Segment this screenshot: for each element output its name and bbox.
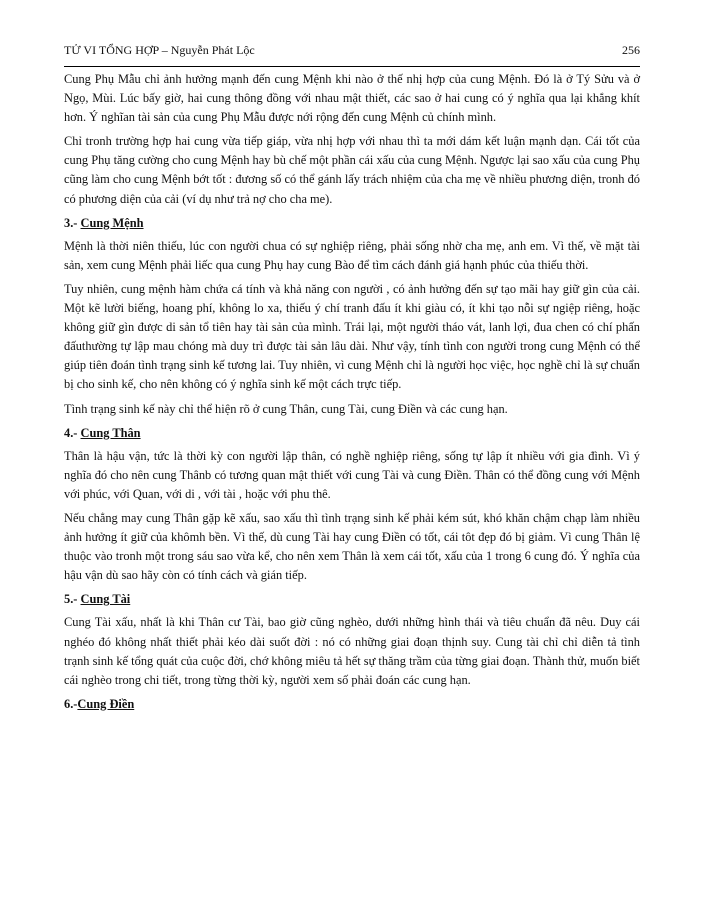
section-title: Cung Thân [80, 425, 141, 440]
section-number: 6.- [64, 696, 78, 711]
paragraph: Tình trạng sinh kế này chỉ thể hiện rõ ở cung Thân, cung Tài, cung Điền và các cung hạn. [64, 401, 508, 416]
section-title: Cung Mệnh [80, 215, 144, 230]
paragraph: Nếu chẳng may cung Thân gặp kẽ xấu, sao xấu thì tình trạng sinh kế phải kém sút, khó khăn chậm chạp làm nhiều ảnh hưởng ít giữ của khômh bền. Vì thế, dù cung Tài hay cung Điền có tốt, cái tôt đẹp đó bị giảm. Vì cung Thân lệ thuộc vào tronh một trong sáu sao vừa kể, cho nên xem Thân là xem cái tốt, xấu của 1 trong 6 cung đó. Ý nghĩa của hậu vận dù sao hãy còn có tính cách và gián tiếp. [64, 510, 640, 583]
page-header [64, 42, 640, 67]
paragraph: Tuy nhiên, cung mệnh hàm chứa cá tính và khả năng con người , có ảnh hưởng đến sự tạo mãi hay giữ gìn của cải. Một kẽ lười biếng, hoang phí, không lo xa, thiếu ý chí tranh đấu ít khi giàu có, ít khi tạo nỗi sự ngiệp riêng, hoặc không giữ gìn được di sản tổ tiên hay tài sản của mình. Trái lại, một người tháo vát, lanh lợi, đua chen có chí phấn đấuthường tự lập mau chóng mà duy trì được tài sản lâu dài. Như vậy, tính tình con người trong cung Mệnh có thể giúp tiên đoán tình trạng sinh kế tương lai. Tuy nhiên, vì cung Mệnh chỉ là người học việc, học nghề chỉ là sự chuẩn bị cho sinh kế, cho nên không có ý nghĩa sinh kế một cách trực tiếp. [64, 281, 640, 392]
paragraph: Cung Tài xấu, nhất là khi Thân cư Tài, bao giờ cũng nghèo, dưới những hình thái và tiêu chuẩn đã nêu. Duy cái nghéo đó không nhất thiết phải kéo dài suốt đời : nó có những giai đoạn thịnh suy. Cung tài chỉ chỉ diễn tả tình trạnh sinh kế tổng quát của cuộc đời, chớ không miêu tả hết sự thăng trầm của từng giai đoạn. Thành thử, muốn biết cái nghèo trong chi tiết, trong từng thời kỳ, người xem số phải đoán các cung hạn. [64, 615, 640, 687]
section-number: 4.- [64, 425, 81, 440]
paragraph: Mệnh là thời niên thiếu, lúc con người chua có sự nghiệp riêng, phải sống nhờ cha mẹ, anh em. Vì thế, về mặt tài sản, xem cung Mệnh phải liếc qua cung Phụ hay cung Bào để tìm cách đánh giá hạnh phúc của thiếu thời. [64, 238, 640, 272]
paragraph: Chỉ tronh trường hợp hai cung vừa tiếp giáp, vừa nhị hợp với nhau thì ta mới dám kết luận mạnh dạn. Cái tốt của cung Phụ tăng cường cho cung Mệnh hay bù chế một phần cái xấu của cung Mệnh. Ngược lại sao xấu của cung Phụ cũng làm cho cung Mệnh bớt tốt : đương số có thể gánh lấy trách nhiệm của cha mẹ về nhiều phương diện, tronh đó có phương diện của cải (ví dụ như trả nợ cho cha me). [64, 134, 640, 206]
section-number: 5.- [64, 592, 81, 607]
document-page [64, 42, 640, 718]
section-number: 3.- [64, 215, 81, 230]
section-heading-cung-tai [64, 590, 640, 609]
paragraph: Cung Phụ Mẫu chỉ ảnh hưởng mạnh đến cung Mệnh khi nào ở thế nhị hợp của cung Mệnh. Đó là ở Tý Sửu và ở Ngọ, Mùi. Lúc bấy giờ, hai cung thông đồng với nhau mật thiết, các sao ở hai cung có ý nghĩa qua lại khắng khít hơn. Ý nghĩan tài sản của cung Phụ Mẫu được nới rộng đến cung Mệnh củ chính mình. [64, 72, 640, 125]
header-title: TỬ VI TỔNG HỢP – Nguyễn Phát Lộc [64, 43, 255, 57]
section-heading-cung-menh [64, 214, 640, 233]
section-title: Cung Điền [77, 696, 135, 711]
section-heading-cung-than [64, 424, 640, 443]
section-heading-cung-dien [64, 695, 640, 714]
page-number: 256 [622, 43, 640, 57]
section-title: Cung Tài [80, 592, 131, 607]
paragraph: Thân là hậu vận, tức là thời kỳ con người lập thân, có nghề nghiệp riêng, sống tự lập ít nhiều với gia đình. Vì ý nghĩa đó cho nên cung Thânb có tương quan mật thiết với cung Tài và cung Điền. Thân có thể đồng cung với Mệnh với phúc, với Quan, với di , với tài , hoặc với phu thê. [64, 448, 640, 501]
